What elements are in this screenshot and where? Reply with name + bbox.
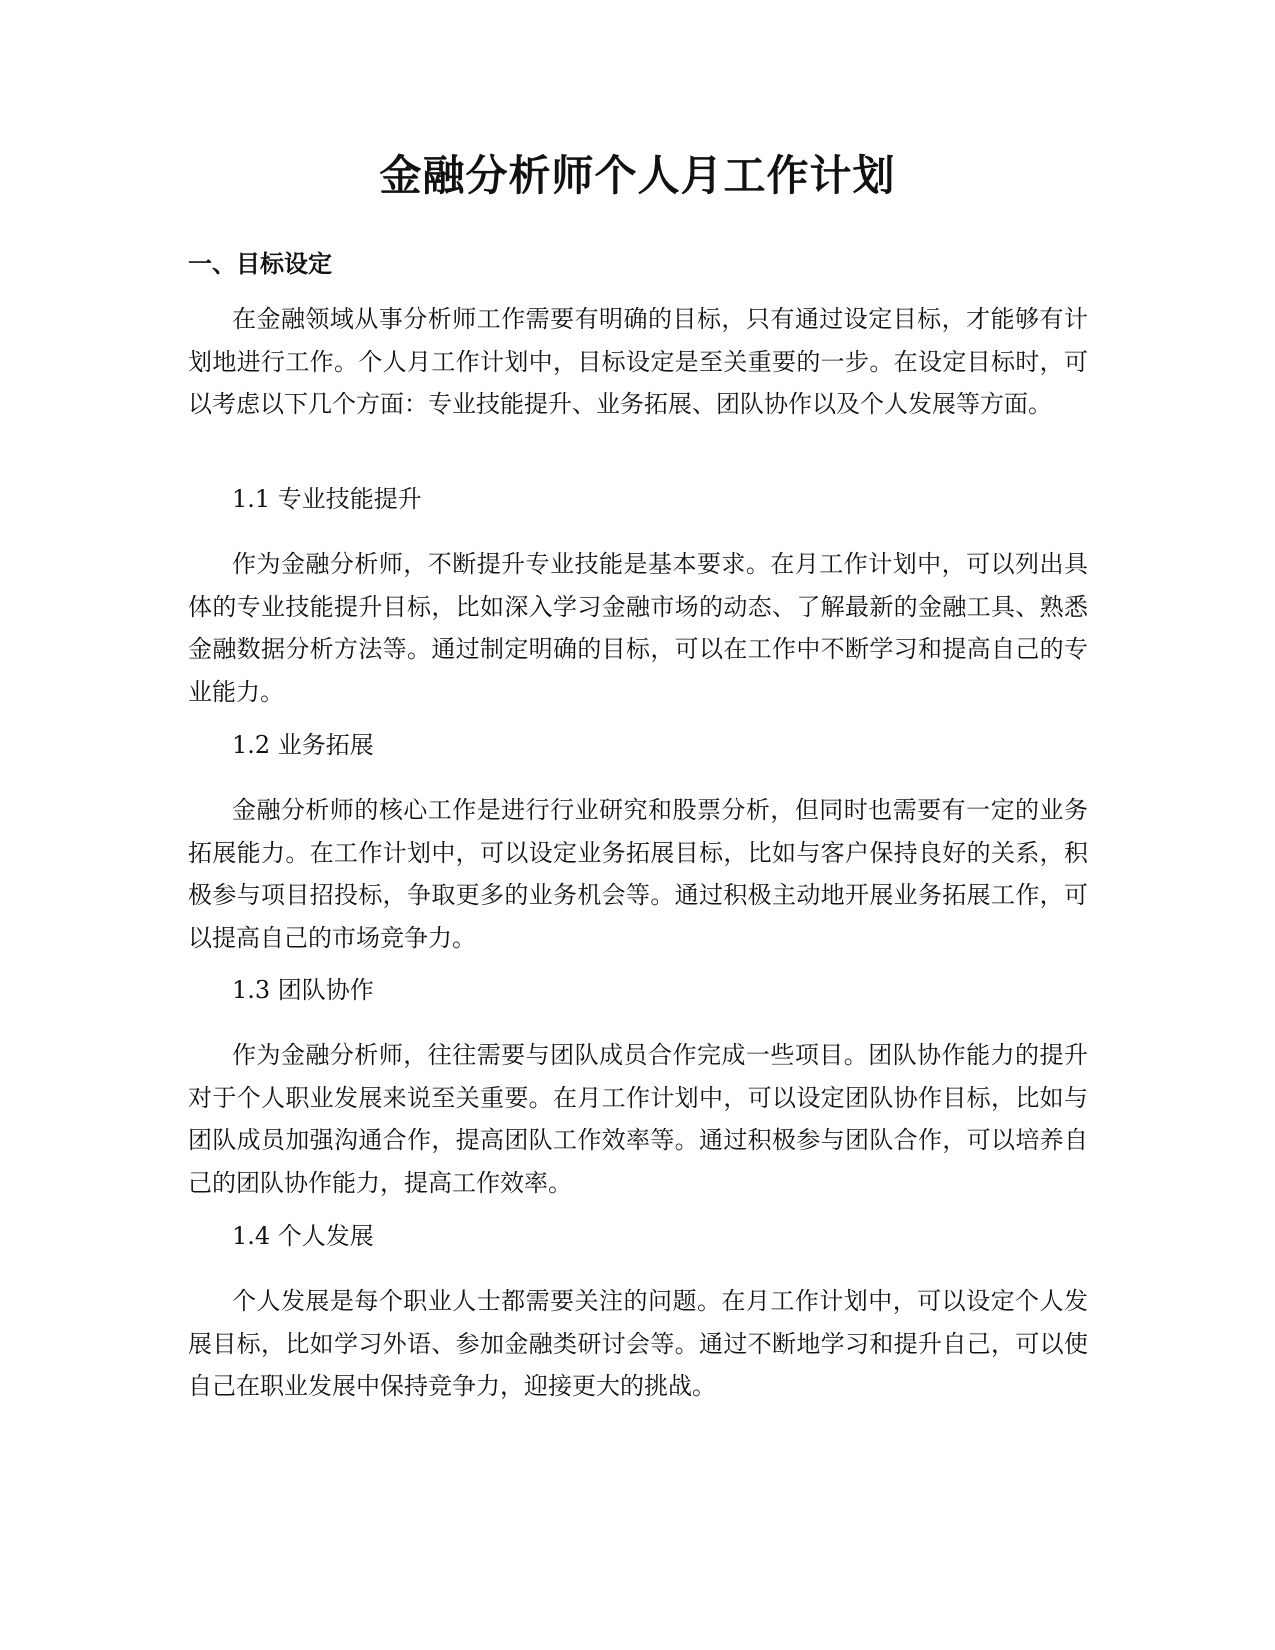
subsection-heading-1-3: 1.3 团队协作 (232, 976, 374, 1004)
subsection-paragraph-1-2: 金融分析师的核心工作是进行行业研究和股票分析，但同时也需要有一定的业务拓展能力。在工作计划中，可以设定业务拓展目标，比如与客户保持良好的关系，积极参与项目招投标，争取更多的业务机会等。通过积极主动地开展业务拓展工作，可以提高自己的市场竞争力。 (188, 796, 1088, 952)
document-title: 金融分析师个人月工作计划 (379, 151, 896, 200)
subsection-paragraph-1-1: 作为金融分析师，不断提升专业技能是基本要求。在月工作计划中，可以列出具体的专业技能提升目标，比如深入学习金融市场的动态、了解最新的金融工具、熟悉金融数据分析方法等。通过制定明确的目标，可以在工作中不断学习和提高自己的专业能力。 (188, 550, 1088, 706)
subsection-paragraph-1-3: 作为金融分析师，往往需要与团队成员合作完成一些项目。团队协作能力的提升对于个人职业发展来说至关重要。在月工作计划中，可以设定团队协作目标，比如与团队成员加强沟通合作，提高团队工作效率等。通过积极参与团队合作，可以培养自己的团队协作能力，提高工作效率。 (188, 1041, 1088, 1197)
subsection-heading-1-1: 1.1 专业技能提升 (232, 485, 422, 513)
section-intro-paragraph: 在金融领域从事分析师工作需要有明确的目标，只有通过设定目标，才能够有计划地进行工作。个人月工作计划中，目标设定是至关重要的一步。在设定目标时，可以考虑以下几个方面：专业技能提升、业务拓展、团队协作以及个人发展等方面。 (188, 305, 1088, 418)
section-heading: 一、目标设定 (188, 250, 332, 278)
subsection-paragraph-1-4: 个人发展是每个职业人士都需要关注的问题。在月工作计划中，可以设定个人发展目标，比如学习外语、参加金融类研讨会等。通过不断地学习和提升自己，可以使自己在职业发展中保持竞争力，迎接更大的挑战。 (188, 1287, 1088, 1400)
subsection-heading-1-2: 1.2 业务拓展 (232, 731, 374, 759)
subsection-heading-1-4: 1.4 个人发展 (232, 1222, 374, 1250)
